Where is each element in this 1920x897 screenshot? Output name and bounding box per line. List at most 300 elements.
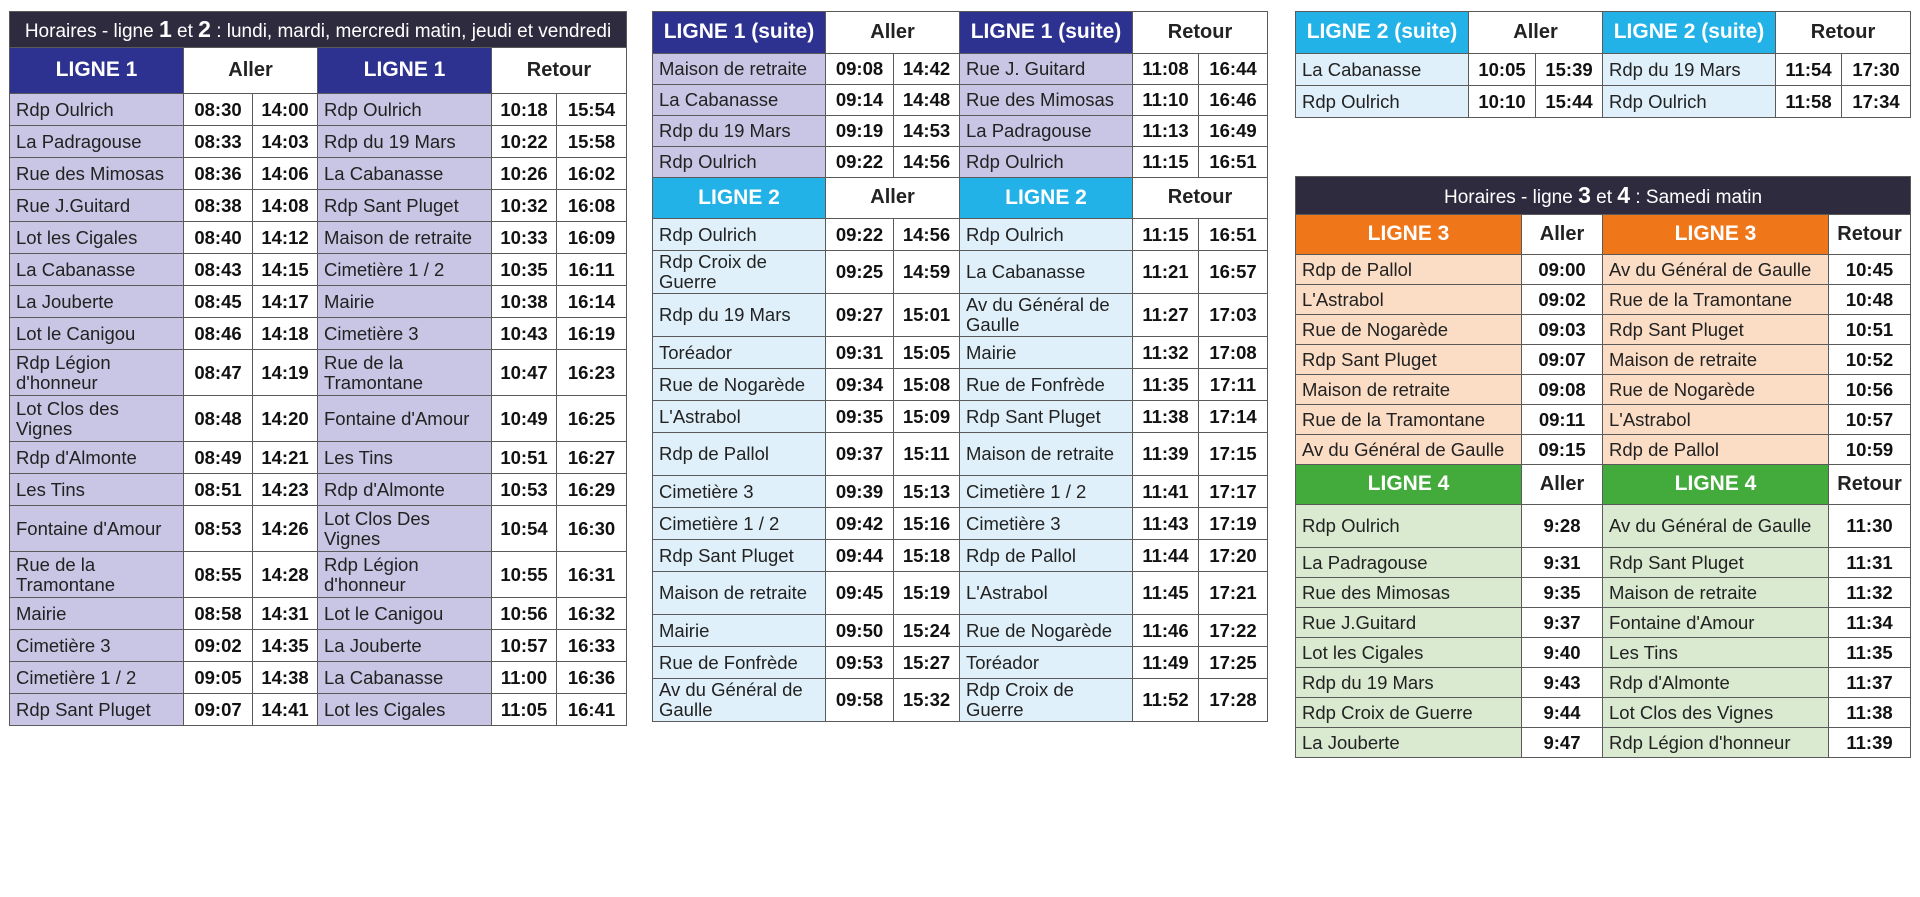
outbound-stop-name: Les Tins xyxy=(10,474,184,506)
return-stop-name: Mairie xyxy=(318,286,492,318)
return-stop-name: Rue de Nogarède xyxy=(960,615,1133,647)
outbound-time-1: 08:46 xyxy=(184,318,253,350)
outbound-time-2: 15:44 xyxy=(1536,86,1603,118)
outbound-stop-name: Lot les Cigales xyxy=(1296,638,1522,668)
return-stop-name: Cimetière 3 xyxy=(318,318,492,350)
outbound-stop-name: La Cabanasse xyxy=(10,254,184,286)
schedule-banner-lines-1-2: Horaires - ligne 1 et 2 : lundi, mardi, mercredi matin, jeudi et vendredi xyxy=(10,12,627,48)
return-stop-name: Rdp d'Almonte xyxy=(1603,668,1829,698)
return-time-1: 11:49 xyxy=(1133,647,1199,679)
line-3-outbound-title: LIGNE 3 xyxy=(1296,215,1522,255)
return-time-2: 17:03 xyxy=(1199,294,1268,337)
return-time-1: 11:43 xyxy=(1133,508,1199,540)
return-time-1: 11:32 xyxy=(1133,337,1199,369)
outbound-time-2: 15:13 xyxy=(894,476,960,508)
outbound-stop-name: Rdp Croix de Guerre xyxy=(653,251,826,294)
return-stop-name: Lot le Canigou xyxy=(318,598,492,630)
outbound-time-1: 09:14 xyxy=(826,85,894,116)
outbound-time-2: 15:08 xyxy=(894,369,960,401)
return-stop-name: Rdp Sant Pluget xyxy=(960,401,1133,433)
return-direction-label: Retour xyxy=(1133,178,1268,219)
outbound-time-1: 10:05 xyxy=(1469,54,1536,86)
return-time-1: 11:21 xyxy=(1133,251,1199,294)
outbound-stop-name: Lot les Cigales xyxy=(10,222,184,254)
return-time-1: 11:38 xyxy=(1133,401,1199,433)
return-time-2: 17:17 xyxy=(1199,476,1268,508)
return-stop-name: Maison de retraite xyxy=(318,222,492,254)
return-stop-name: Rue de Fonfrède xyxy=(960,369,1133,401)
line-1-continued-return-title: LIGNE 1 (suite) xyxy=(960,12,1133,54)
outbound-stop-name: Rue des Mimosas xyxy=(10,158,184,190)
outbound-time-2: 14:42 xyxy=(894,54,960,85)
return-stop-name: Cimetière 1 / 2 xyxy=(960,476,1133,508)
return-time: 11:37 xyxy=(1829,668,1911,698)
return-time-1: 11:08 xyxy=(1133,54,1199,85)
return-stop-name: Rdp de Pallol xyxy=(960,540,1133,572)
outbound-time-2: 14:48 xyxy=(894,85,960,116)
outbound-time-1: 09:35 xyxy=(826,401,894,433)
outbound-time-2: 14:21 xyxy=(253,442,318,474)
table-row xyxy=(653,219,1268,251)
return-time-1: 11:10 xyxy=(1133,85,1199,116)
outbound-time-1: 09:58 xyxy=(826,679,894,722)
return-time-1: 10:32 xyxy=(492,190,557,222)
outbound-time-2: 15:09 xyxy=(894,401,960,433)
return-time-1: 11:27 xyxy=(1133,294,1199,337)
return-time-2: 16:36 xyxy=(557,662,627,694)
return-stop-name: Rdp Légion d'honneur xyxy=(318,552,492,598)
outbound-stop-name: Rdp Légion d'honneur xyxy=(10,350,184,396)
outbound-time-1: 09:07 xyxy=(184,694,253,726)
outbound-time: 09:02 xyxy=(1522,285,1603,315)
outbound-time-1: 09:25 xyxy=(826,251,894,294)
return-time-1: 11:05 xyxy=(492,694,557,726)
outbound-time-2: 14:26 xyxy=(253,506,318,552)
outbound-stop-name: Rdp Oulrich xyxy=(10,94,184,126)
return-time-2: 16:31 xyxy=(557,552,627,598)
outbound-time-1: 09:45 xyxy=(826,572,894,615)
return-time-1: 11:44 xyxy=(1133,540,1199,572)
return-stop-name: Rue J. Guitard xyxy=(960,54,1133,85)
outbound-time-1: 08:36 xyxy=(184,158,253,190)
table-row xyxy=(653,433,1268,476)
outbound-stop-name: Rdp du 19 Mars xyxy=(1296,668,1522,698)
line-2-continued-outbound-title: LIGNE 2 (suite) xyxy=(1296,12,1469,54)
outbound-stop-name: Lot le Canigou xyxy=(10,318,184,350)
return-stop-name: Lot Clos des Vignes xyxy=(1603,698,1829,728)
table-row xyxy=(1296,578,1911,608)
line-4-return-title: LIGNE 4 xyxy=(1603,465,1829,505)
outbound-time-2: 14:53 xyxy=(894,116,960,147)
outbound-time: 9:47 xyxy=(1522,728,1603,758)
outbound-time: 09:11 xyxy=(1522,405,1603,435)
return-time: 10:52 xyxy=(1829,345,1911,375)
return-time-1: 10:33 xyxy=(492,222,557,254)
return-time-1: 11:00 xyxy=(492,662,557,694)
outbound-time: 09:15 xyxy=(1522,435,1603,465)
return-time-2: 16:46 xyxy=(1199,85,1268,116)
outbound-time-1: 09:19 xyxy=(826,116,894,147)
table-row xyxy=(653,615,1268,647)
return-time-1: 11:13 xyxy=(1133,116,1199,147)
outbound-time-2: 14:12 xyxy=(253,222,318,254)
table-row xyxy=(10,94,627,126)
table-row xyxy=(1296,86,1911,118)
outbound-stop-name: Rdp Sant Pluget xyxy=(10,694,184,726)
return-time-1: 10:22 xyxy=(492,126,557,158)
outbound-time-2: 15:11 xyxy=(894,433,960,476)
return-time-2: 16:23 xyxy=(557,350,627,396)
return-stop-name: L'Astrabol xyxy=(960,572,1133,615)
timetable-lines-1-2-continued xyxy=(652,11,1268,722)
return-time-2: 15:58 xyxy=(557,126,627,158)
return-stop-name: Les Tins xyxy=(318,442,492,474)
return-time-2: 16:02 xyxy=(557,158,627,190)
return-time-1: 11:58 xyxy=(1776,86,1842,118)
return-time-1: 11:15 xyxy=(1133,147,1199,178)
return-time-2: 16:29 xyxy=(557,474,627,506)
return-stop-name: Rdp Sant Pluget xyxy=(1603,315,1829,345)
return-time-2: 16:51 xyxy=(1199,219,1268,251)
outbound-stop-name: La Cabanasse xyxy=(1296,54,1469,86)
table-row xyxy=(1296,548,1911,578)
return-time-1: 10:54 xyxy=(492,506,557,552)
return-time-2: 16:49 xyxy=(1199,116,1268,147)
outbound-time-1: 08:30 xyxy=(184,94,253,126)
outbound-time-1: 09:31 xyxy=(826,337,894,369)
table-row xyxy=(1296,405,1911,435)
outbound-time-1: 09:08 xyxy=(826,54,894,85)
outbound-time-2: 14:19 xyxy=(253,350,318,396)
outbound-time-2: 15:39 xyxy=(1536,54,1603,86)
outbound-stop-name: Rue des Mimosas xyxy=(1296,578,1522,608)
outbound-direction-label: Aller xyxy=(184,48,318,94)
return-stop-name: La Cabanasse xyxy=(318,158,492,190)
table-row xyxy=(653,647,1268,679)
table-row xyxy=(10,350,627,396)
return-time: 10:56 xyxy=(1829,375,1911,405)
outbound-stop-name: Fontaine d'Amour xyxy=(10,506,184,552)
outbound-time-1: 09:02 xyxy=(184,630,253,662)
outbound-stop-name: Rdp Oulrich xyxy=(653,147,826,178)
outbound-time-2: 14:28 xyxy=(253,552,318,598)
return-stop-name: Rdp d'Almonte xyxy=(318,474,492,506)
return-time-1: 10:53 xyxy=(492,474,557,506)
table-row xyxy=(10,190,627,222)
return-time-1: 10:38 xyxy=(492,286,557,318)
line-1-outbound-title: LIGNE 1 xyxy=(10,48,184,94)
return-stop-name: Fontaine d'Amour xyxy=(1603,608,1829,638)
outbound-time-2: 14:35 xyxy=(253,630,318,662)
return-time-2: 16:33 xyxy=(557,630,627,662)
return-stop-name: Cimetière 3 xyxy=(960,508,1133,540)
return-time-1: 11:45 xyxy=(1133,572,1199,615)
outbound-time-2: 14:59 xyxy=(894,251,960,294)
outbound-direction-label: Aller xyxy=(826,12,960,54)
return-time: 11:34 xyxy=(1829,608,1911,638)
return-stop-name: Rdp du 19 Mars xyxy=(1603,54,1776,86)
outbound-stop-name: Rdp Oulrich xyxy=(653,219,826,251)
table-row xyxy=(10,662,627,694)
return-time-2: 17:30 xyxy=(1842,54,1911,86)
return-time-1: 11:15 xyxy=(1133,219,1199,251)
return-time-2: 17:11 xyxy=(1199,369,1268,401)
return-stop-name: Rue de la Tramontane xyxy=(1603,285,1829,315)
return-direction-label: Retour xyxy=(1829,215,1911,255)
return-time: 11:39 xyxy=(1829,728,1911,758)
outbound-time-1: 08:55 xyxy=(184,552,253,598)
return-stop-name: Rdp Oulrich xyxy=(318,94,492,126)
table-row xyxy=(653,85,1268,116)
return-time: 11:31 xyxy=(1829,548,1911,578)
return-stop-name: La Cabanasse xyxy=(318,662,492,694)
table-row xyxy=(653,251,1268,294)
return-time-1: 10:47 xyxy=(492,350,557,396)
line-2-continued-return-title: LIGNE 2 (suite) xyxy=(1603,12,1776,54)
return-direction-label: Retour xyxy=(1829,465,1911,505)
outbound-time-1: 09:37 xyxy=(826,433,894,476)
table-row xyxy=(10,552,627,598)
outbound-time-2: 14:23 xyxy=(253,474,318,506)
outbound-time-1: 09:22 xyxy=(826,219,894,251)
return-time: 11:35 xyxy=(1829,638,1911,668)
return-stop-name: Rdp Sant Pluget xyxy=(1603,548,1829,578)
outbound-time: 9:31 xyxy=(1522,548,1603,578)
return-stop-name: Lot les Cigales xyxy=(318,694,492,726)
outbound-time-1: 09:39 xyxy=(826,476,894,508)
return-time: 11:30 xyxy=(1829,505,1911,548)
table-row xyxy=(10,222,627,254)
return-time-2: 16:32 xyxy=(557,598,627,630)
return-time: 10:48 xyxy=(1829,285,1911,315)
return-time-2: 16:08 xyxy=(557,190,627,222)
outbound-time-1: 08:49 xyxy=(184,442,253,474)
outbound-time-2: 15:32 xyxy=(894,679,960,722)
outbound-stop-name: Rue de la Tramontane xyxy=(1296,405,1522,435)
return-time-2: 17:21 xyxy=(1199,572,1268,615)
outbound-time-1: 08:51 xyxy=(184,474,253,506)
schedule-banner-lines-3-4: Horaires - ligne 3 et 4 : Samedi matin xyxy=(1296,177,1911,215)
outbound-stop-name: La Jouberte xyxy=(10,286,184,318)
table-row xyxy=(1296,638,1911,668)
outbound-time-2: 14:08 xyxy=(253,190,318,222)
outbound-time-2: 14:00 xyxy=(253,94,318,126)
return-time-1: 11:46 xyxy=(1133,615,1199,647)
return-time-2: 17:08 xyxy=(1199,337,1268,369)
return-time-2: 16:14 xyxy=(557,286,627,318)
return-time-2: 17:22 xyxy=(1199,615,1268,647)
return-stop-name: La Jouberte xyxy=(318,630,492,662)
outbound-time: 9:37 xyxy=(1522,608,1603,638)
table-row xyxy=(653,337,1268,369)
outbound-time-2: 14:06 xyxy=(253,158,318,190)
outbound-time-2: 15:24 xyxy=(894,615,960,647)
outbound-time-2: 15:19 xyxy=(894,572,960,615)
outbound-time-2: 15:27 xyxy=(894,647,960,679)
outbound-stop-name: La Cabanasse xyxy=(653,85,826,116)
outbound-stop-name: Rue J.Guitard xyxy=(10,190,184,222)
table-row xyxy=(10,318,627,350)
outbound-time-2: 14:17 xyxy=(253,286,318,318)
outbound-stop-name: Av du Général de Gaulle xyxy=(653,679,826,722)
return-stop-name: Rdp Oulrich xyxy=(960,147,1133,178)
table-row xyxy=(10,630,627,662)
outbound-stop-name: Toréador xyxy=(653,337,826,369)
outbound-stop-name: La Padragouse xyxy=(1296,548,1522,578)
return-time-2: 16:44 xyxy=(1199,54,1268,85)
table-row xyxy=(1296,505,1911,548)
return-stop-name: Toréador xyxy=(960,647,1133,679)
outbound-stop-name: Rdp Croix de Guerre xyxy=(1296,698,1522,728)
return-stop-name: La Cabanasse xyxy=(960,251,1133,294)
outbound-time-2: 14:03 xyxy=(253,126,318,158)
outbound-time-2: 14:18 xyxy=(253,318,318,350)
outbound-direction-label: Aller xyxy=(1469,12,1603,54)
return-time: 11:38 xyxy=(1829,698,1911,728)
return-time-1: 10:49 xyxy=(492,396,557,442)
table-row xyxy=(653,54,1268,85)
return-stop-name: Av du Général de Gaulle xyxy=(960,294,1133,337)
return-time-2: 16:30 xyxy=(557,506,627,552)
outbound-time-1: 08:47 xyxy=(184,350,253,396)
return-stop-name: Maison de retraite xyxy=(1603,578,1829,608)
line-4-outbound-title: LIGNE 4 xyxy=(1296,465,1522,505)
outbound-time: 9:28 xyxy=(1522,505,1603,548)
outbound-stop-name: Rue de Nogarède xyxy=(1296,315,1522,345)
outbound-stop-name: Lot Clos des Vignes xyxy=(10,396,184,442)
table-row xyxy=(1296,285,1911,315)
outbound-time-1: 09:42 xyxy=(826,508,894,540)
table-row xyxy=(10,396,627,442)
outbound-stop-name: Cimetière 1 / 2 xyxy=(10,662,184,694)
outbound-time-1: 08:33 xyxy=(184,126,253,158)
outbound-direction-label: Aller xyxy=(1522,215,1603,255)
outbound-time-1: 09:34 xyxy=(826,369,894,401)
outbound-time: 09:07 xyxy=(1522,345,1603,375)
table-row xyxy=(653,572,1268,615)
outbound-time-1: 10:10 xyxy=(1469,86,1536,118)
return-time-1: 10:18 xyxy=(492,94,557,126)
return-time-2: 17:15 xyxy=(1199,433,1268,476)
outbound-time-2: 14:15 xyxy=(253,254,318,286)
return-time: 10:45 xyxy=(1829,255,1911,285)
timetable-lines-3-4 xyxy=(1295,176,1911,758)
outbound-stop-name: Rdp Oulrich xyxy=(1296,505,1522,548)
outbound-stop-name: Cimetière 1 / 2 xyxy=(653,508,826,540)
return-stop-name: La Padragouse xyxy=(960,116,1133,147)
return-time-2: 16:41 xyxy=(557,694,627,726)
outbound-stop-name: Maison de retraite xyxy=(1296,375,1522,405)
table-row xyxy=(10,442,627,474)
outbound-time-1: 08:43 xyxy=(184,254,253,286)
table-row xyxy=(653,116,1268,147)
outbound-stop-name: Rdp Sant Pluget xyxy=(1296,345,1522,375)
table-row xyxy=(653,540,1268,572)
outbound-stop-name: Mairie xyxy=(10,598,184,630)
return-stop-name: Lot Clos Des Vignes xyxy=(318,506,492,552)
return-time-1: 10:35 xyxy=(492,254,557,286)
outbound-time-1: 08:53 xyxy=(184,506,253,552)
outbound-stop-name: Rdp du 19 Mars xyxy=(653,116,826,147)
return-time: 10:57 xyxy=(1829,405,1911,435)
line-3-return-title: LIGNE 3 xyxy=(1603,215,1829,255)
return-time-1: 10:43 xyxy=(492,318,557,350)
table-row xyxy=(1296,375,1911,405)
return-time-2: 16:57 xyxy=(1199,251,1268,294)
outbound-time-2: 14:31 xyxy=(253,598,318,630)
return-stop-name: Rue des Mimosas xyxy=(960,85,1133,116)
outbound-time: 09:00 xyxy=(1522,255,1603,285)
outbound-time-1: 08:45 xyxy=(184,286,253,318)
table-row xyxy=(10,126,627,158)
outbound-time-1: 09:50 xyxy=(826,615,894,647)
return-stop-name: Rdp Légion d'honneur xyxy=(1603,728,1829,758)
outbound-stop-name: Rdp Oulrich xyxy=(1296,86,1469,118)
return-stop-name: Rdp Croix de Guerre xyxy=(960,679,1133,722)
table-row xyxy=(1296,668,1911,698)
outbound-time-1: 09:22 xyxy=(826,147,894,178)
return-time-2: 16:51 xyxy=(1199,147,1268,178)
table-row xyxy=(1296,435,1911,465)
return-time-2: 16:09 xyxy=(557,222,627,254)
table-row xyxy=(10,286,627,318)
return-stop-name: Rdp Oulrich xyxy=(1603,86,1776,118)
return-stop-name: Cimetière 1 / 2 xyxy=(318,254,492,286)
table-row xyxy=(1296,255,1911,285)
return-time-2: 17:25 xyxy=(1199,647,1268,679)
outbound-stop-name: Av du Général de Gaulle xyxy=(1296,435,1522,465)
outbound-stop-name: Rdp de Pallol xyxy=(1296,255,1522,285)
return-time-2: 16:19 xyxy=(557,318,627,350)
line-2-outbound-title: LIGNE 2 xyxy=(653,178,826,219)
line-1-return-title: LIGNE 1 xyxy=(318,48,492,94)
outbound-time-1: 08:38 xyxy=(184,190,253,222)
outbound-stop-name: Mairie xyxy=(653,615,826,647)
outbound-time-2: 15:16 xyxy=(894,508,960,540)
outbound-time: 09:03 xyxy=(1522,315,1603,345)
outbound-time-1: 09:05 xyxy=(184,662,253,694)
table-row xyxy=(653,679,1268,722)
outbound-time-2: 14:56 xyxy=(894,219,960,251)
table-row xyxy=(1296,54,1911,86)
return-time-2: 17:28 xyxy=(1199,679,1268,722)
return-time-1: 11:35 xyxy=(1133,369,1199,401)
return-time: 10:59 xyxy=(1829,435,1911,465)
outbound-stop-name: La Padragouse xyxy=(10,126,184,158)
return-time-2: 15:54 xyxy=(557,94,627,126)
outbound-time: 9:40 xyxy=(1522,638,1603,668)
outbound-time-2: 15:18 xyxy=(894,540,960,572)
outbound-time: 9:44 xyxy=(1522,698,1603,728)
table-row xyxy=(10,694,627,726)
return-stop-name: Rdp Oulrich xyxy=(960,219,1133,251)
table-row xyxy=(10,254,627,286)
return-stop-name: Av du Général de Gaulle xyxy=(1603,505,1829,548)
return-time-1: 11:52 xyxy=(1133,679,1199,722)
outbound-time-2: 14:38 xyxy=(253,662,318,694)
table-row xyxy=(1296,608,1911,638)
return-direction-label: Retour xyxy=(1133,12,1268,54)
return-time-2: 16:25 xyxy=(557,396,627,442)
return-stop-name: Maison de retraite xyxy=(960,433,1133,476)
table-row xyxy=(653,294,1268,337)
return-direction-label: Retour xyxy=(492,48,627,94)
return-stop-name: Rdp Sant Pluget xyxy=(318,190,492,222)
outbound-stop-name: Cimetière 3 xyxy=(10,630,184,662)
return-time-1: 10:56 xyxy=(492,598,557,630)
outbound-time-2: 14:56 xyxy=(894,147,960,178)
outbound-time-1: 09:53 xyxy=(826,647,894,679)
